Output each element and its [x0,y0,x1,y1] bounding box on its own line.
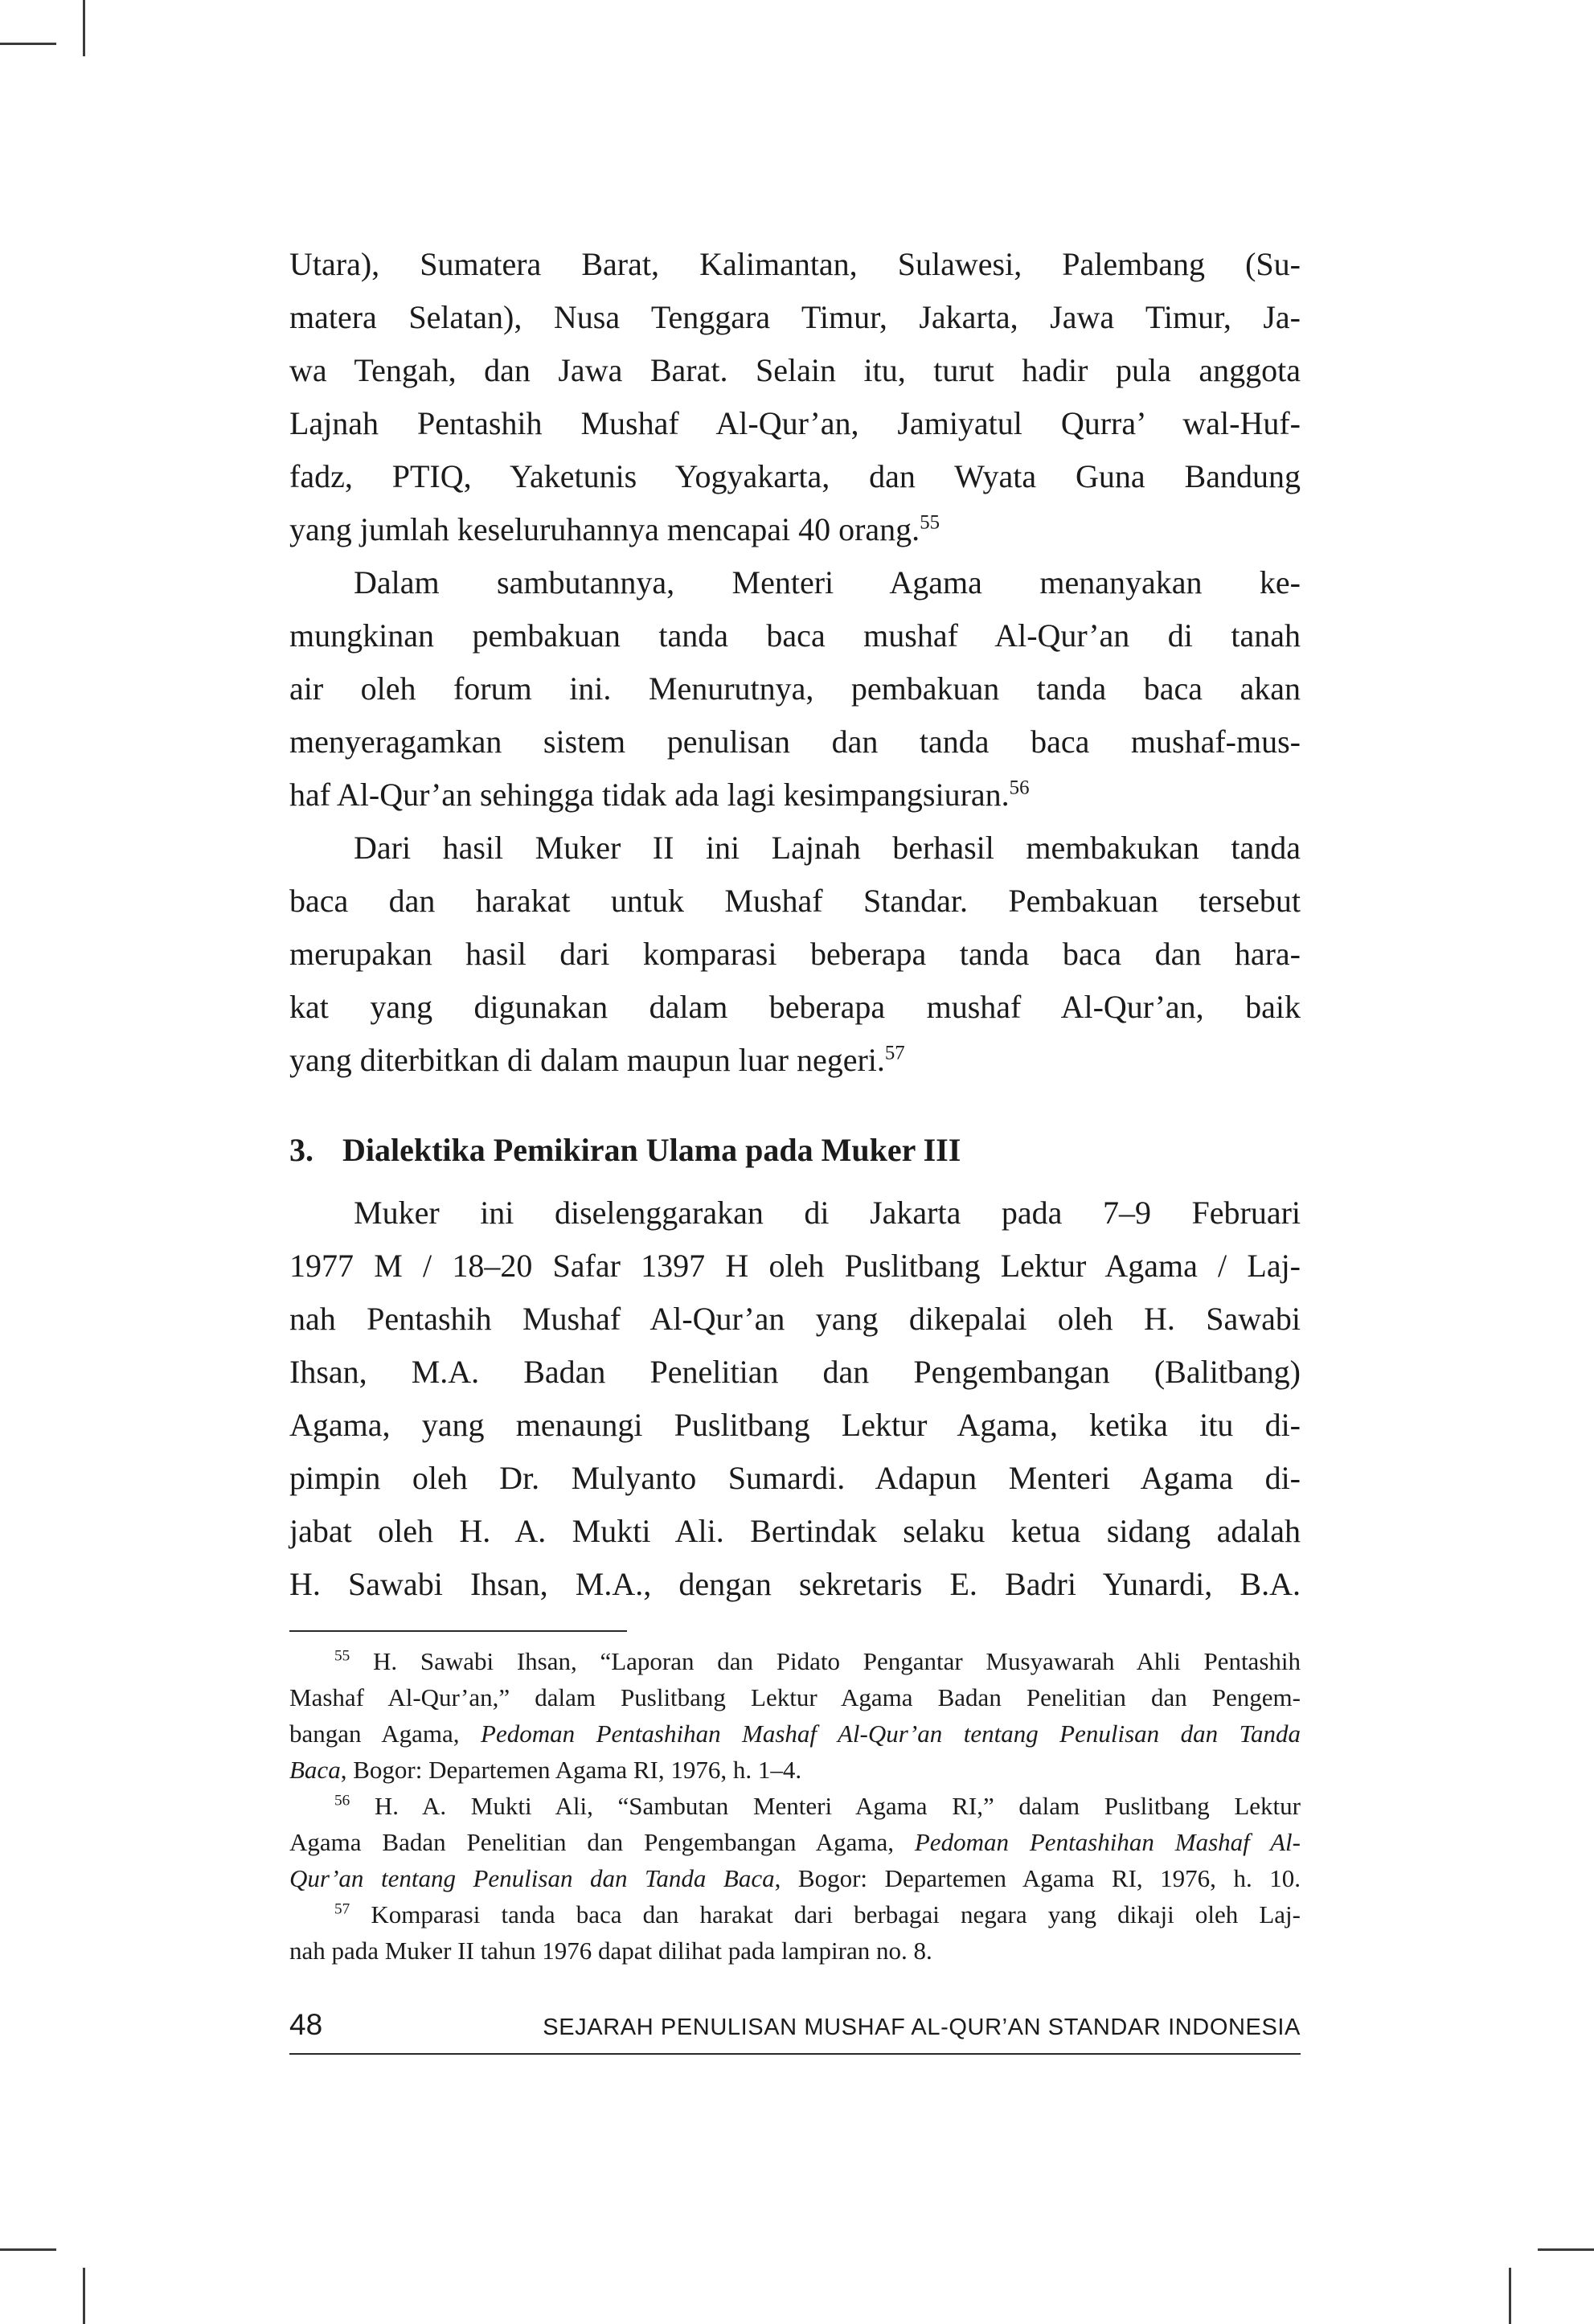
footnote [289,1643,1301,1788]
text-run: fadz, PTIQ, Yaketunis Yogyakarta, dan Wyata Guna Bandung [289,458,1301,494]
footnote [289,1788,1301,1896]
text-run: H. A. Mukti Ali, “Sambutan Menteri Agama RI,” dalam Puslitbang Lektur [350,1792,1301,1820]
text-run: menyeragamkan sistem penulisan dan tanda baca mushaf-mus- [289,723,1301,760]
text-run: Ihsan, M.A. Badan Penelitian dan Pengembangan (Balitbang) [289,1354,1301,1390]
text-run: matera Selatan), Nusa Tenggara Timur, Jakarta, Jawa Timur, Ja- [289,299,1301,335]
text-run: , Bogor: Departemen Agama RI, 1976, h. 10. [774,1864,1301,1892]
text-run: bangan Agama, [289,1719,481,1748]
text-run: Dari hasil Muker II ini Lajnah berhasil membakukan tanda [354,830,1301,866]
crop-mark-top-left-vertical [83,0,85,56]
text-line [289,1679,1301,1715]
crop-mark-bottom-left-horizontal [0,2248,56,2251]
text-line [289,928,1301,981]
footnote-marker: 55 [920,511,940,534]
body-paragraphs-continued [289,1187,1301,1611]
text-line [289,1034,1301,1087]
italic-run: Pedoman Pentashihan Mashaf Al-Qur’an tentang Penulisan dan Tanda [481,1719,1301,1748]
text-line [289,981,1301,1034]
footnote-marker: 55 [334,1647,350,1665]
text-line [289,1643,1301,1679]
text-line [289,450,1301,503]
text-line [289,1715,1301,1752]
text-line [289,1399,1301,1452]
text-line [289,397,1301,450]
text-run: nah pada Muker II tahun 1976 dapat dilihat pada lampiran no. 8. [289,1937,932,1965]
text-run: H. Sawabi Ihsan, “Laporan dan Pidato Pengantar Musyawarah Ahli Pentashih [350,1647,1301,1675]
text-column [289,238,1301,1969]
text-line [289,662,1301,715]
text-line [289,715,1301,769]
text-run: Dalam sambutannya, Menteri Agama menanyakan ke- [354,564,1301,600]
footnote-marker: 56 [334,1792,350,1810]
text-run: Komparasi tanda baca dan harakat dari berbagai negara yang dikaji oleh Laj- [350,1900,1301,1928]
text-line [289,291,1301,344]
paragraph [289,822,1301,1087]
text-run: baca dan harakat untuk Mushaf Standar. Pembakuan tersebut [289,883,1301,919]
italic-run: Pedoman Pentashihan Mashaf Al- [914,1828,1301,1856]
text-line [289,1452,1301,1505]
text-line [289,822,1301,875]
page-number: 48 [289,2008,323,2041]
text-line [289,1293,1301,1346]
text-run: nah Pentashih Mushaf Al-Qur’an yang dikepalai oleh H. Sawabi [289,1301,1301,1337]
text-run: , Bogor: Departemen Agama RI, 1976, h. 1–4. [340,1756,802,1784]
text-run: pimpin oleh Dr. Mulyanto Sumardi. Adapun Menteri Agama di- [289,1460,1301,1496]
text-line [289,503,1301,556]
text-line [289,556,1301,609]
text-run: Lajnah Pentashih Mushaf Al-Qur’an, Jamiyatul Qurra’ wal-Huf- [289,405,1301,441]
text-run: jabat oleh H. A. Mukti Ali. Bertindak selaku ketua sidang adalah [289,1513,1301,1549]
text-run: Utara), Sumatera Barat, Kalimantan, Sulawesi, Palembang (Su- [289,246,1301,282]
footnote [289,1896,1301,1969]
page-footer [289,2008,1301,2055]
text-line [289,1346,1301,1399]
text-run: 1977 M / 18–20 Safar 1397 H oleh Puslitbang Lektur Agama / Laj- [289,1248,1301,1284]
text-run: kat yang digunakan dalam beberapa mushaf Al-Qur’an, baik [289,989,1301,1025]
text-line [289,609,1301,662]
text-run: yang jumlah keseluruhannya mencapai 40 orang. [289,511,920,547]
text-run: Muker ini diselenggarakan di Jakarta pada 7–9 Februari [354,1195,1301,1231]
footnote-marker: 57 [334,1900,350,1918]
text-run: merupakan hasil dari komparasi beberapa tanda baca dan hara- [289,936,1301,972]
footnotes [289,1643,1301,1969]
footnote-marker: 56 [1009,777,1030,799]
text-line [289,1505,1301,1558]
footnote-separator [289,1630,627,1632]
text-run: yang diterbitkan di dalam maupun luar negeri. [289,1042,885,1078]
text-run: haf Al-Qur’an sehingga tidak ada lagi kesimpangsiuran. [289,777,1010,813]
text-line [289,1933,1301,1969]
body-paragraphs [289,238,1301,1087]
text-run: mungkinan pembakuan tanda baca mushaf Al-Qur’an di tanah [289,617,1301,654]
section-heading [289,1124,1301,1177]
text-run: Agama Badan Penelitian dan Pengembangan Agama, [289,1828,915,1856]
text-run: Agama, yang menaungi Puslitbang Lektur Agama, ketika itu di- [289,1407,1301,1443]
text-run: H. Sawabi Ihsan, M.A., dengan sekretaris E. Badri Yunardi, B.A. [289,1566,1301,1602]
text-run: wa Tengah, dan Jawa Barat. Selain itu, turut hadir pula anggota [289,352,1301,388]
crop-mark-bottom-right-vertical [1509,2268,1511,2324]
text-line [289,1824,1301,1860]
paragraph [289,238,1301,556]
text-line [289,1558,1301,1611]
paragraph [289,556,1301,822]
crop-mark-top-left-horizontal [0,43,56,45]
text-run: air oleh forum ini. Menurutnya, pembakuan tanda baca akan [289,670,1301,707]
text-line [289,238,1301,291]
text-line [289,1752,1301,1788]
italic-run: Baca [289,1756,341,1784]
text-line [289,1788,1301,1824]
section-title: Dialektika Pemikiran Ulama pada Muker III [342,1132,961,1168]
text-line [289,875,1301,928]
text-line [289,1187,1301,1240]
paragraph [289,1187,1301,1611]
crop-mark-bottom-left-vertical [83,2268,85,2324]
running-title: SEJARAH PENULISAN MUSHAF AL-QUR’AN STANDAR INDONESIA [543,2015,1301,2040]
text-line [289,1240,1301,1293]
footnote-marker: 57 [884,1042,905,1064]
text-line [289,1896,1301,1933]
text-line [289,344,1301,397]
section-number: 3. [289,1132,313,1168]
italic-run: Qur’an tentang Penulisan dan Tanda Baca [289,1864,775,1892]
text-line [289,769,1301,822]
crop-mark-bottom-right-horizontal [1538,2248,1594,2251]
text-line [289,1860,1301,1896]
text-run: Mashaf Al-Qur’an,” dalam Puslitbang Lektur Agama Badan Penelitian dan Pengem- [289,1683,1301,1711]
